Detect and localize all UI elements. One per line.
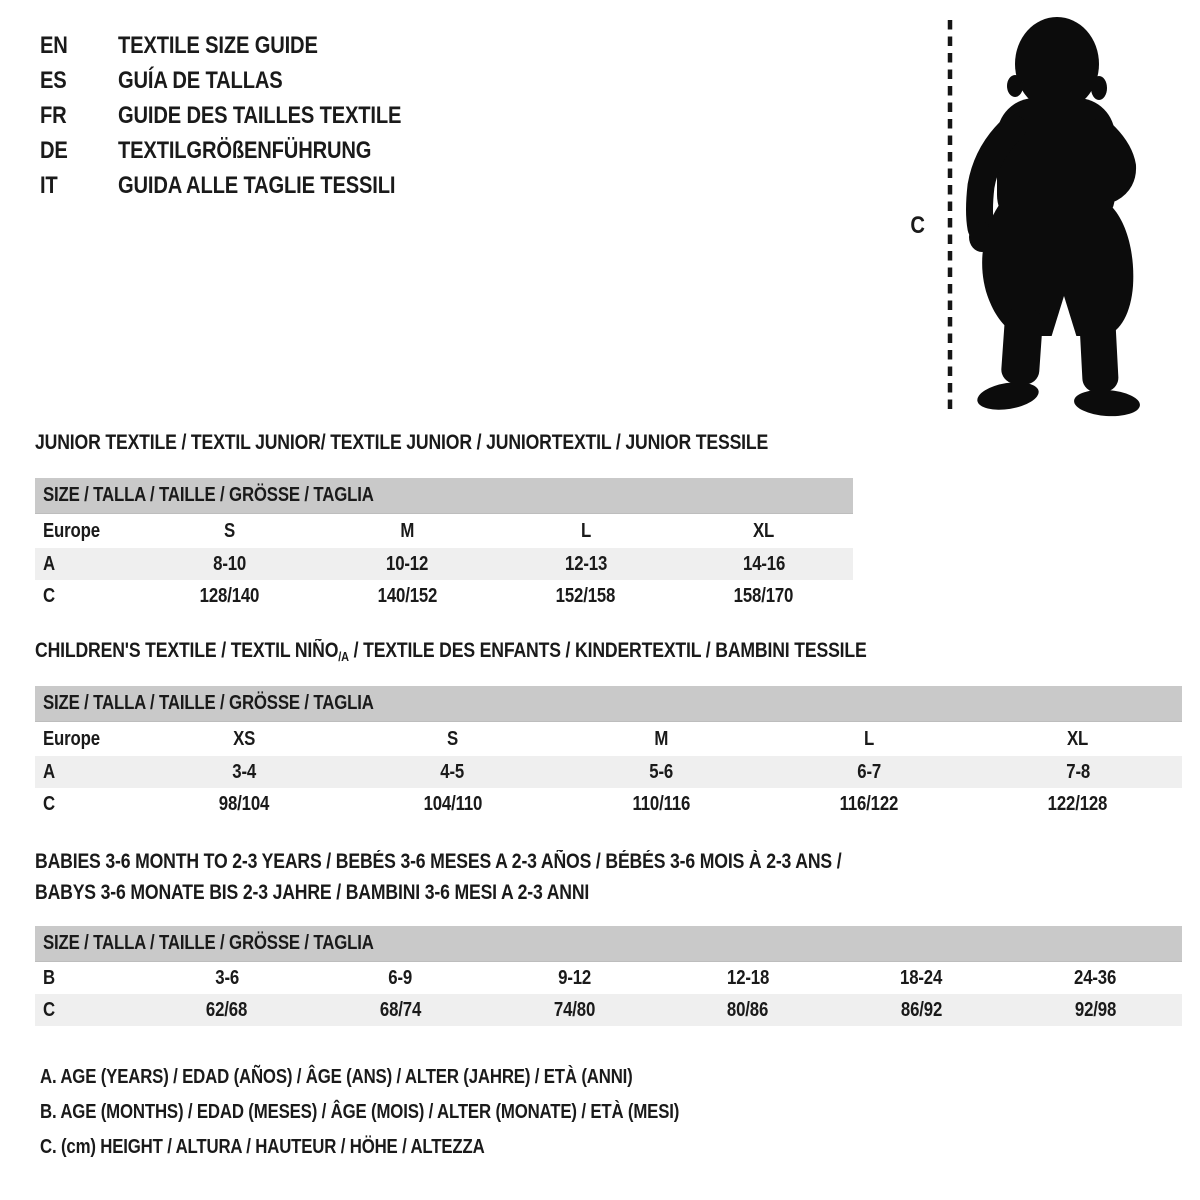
data-cell: 68/74 [379,998,422,1021]
toddler-silhouette-icon [935,0,1150,430]
data-cell: 9-12 [557,966,591,989]
junior-table-title: JUNIOR TEXTILE / TEXTIL JUNIOR/ TEXTILE JUNIOR / JUNIORTEXTIL / JUNIOR TESSILE [35,431,769,454]
region-label: Europe [43,727,100,750]
region-label: Europe [43,519,100,542]
size-header-band: SIZE / TALLA / TAILLE / GRÖSSE / TAGLIA [35,686,1182,722]
data-cell: 7-8 [1065,760,1090,783]
children-size-table [35,686,1182,820]
language-row-fr [40,98,455,133]
data-cell: 12-18 [726,966,769,989]
table-row-c [35,580,853,612]
data-cell: 122/128 [1048,792,1108,815]
data-cell: 140/152 [377,584,438,607]
legend-item-a: A. AGE (YEARS) / EDAD (AÑOS) / ÂGE (ANS) / ALTER (JAHRE) / ETÀ (ANNI) [40,1066,633,1088]
data-cell: 74/80 [553,998,595,1021]
table-row-a [35,756,1182,788]
col-header: L [864,727,875,750]
language-code: EN [40,31,68,59]
data-cell: 24-36 [1074,966,1117,989]
guide-title: TEXTILGRÖßENFÜHRUNG [118,136,372,164]
column-header-row [35,722,1182,756]
data-cell: 110/116 [632,792,690,815]
language-row-it [40,168,455,203]
data-cell: 8-10 [212,552,246,575]
data-cell: 12-13 [564,552,607,575]
data-cell: 3-4 [232,760,257,783]
language-code: IT [40,171,58,199]
col-header: XL [753,519,775,542]
height-measure-label: C [910,212,926,239]
data-cell: 3-6 [214,966,239,989]
language-row-en [40,28,455,63]
language-code: FR [40,101,67,129]
table-row-c [35,994,1182,1026]
data-cell: 116/122 [840,792,899,815]
guide-title: GUIDE DES TAILLES TEXTILE [118,101,402,129]
babies-size-table [35,926,1182,1026]
legend-item-b: B. AGE (MONTHS) / EDAD (MESES) / ÂGE (MOIS) / ALTER (MONATE) / ETÀ (MESI) [40,1101,680,1123]
language-row-es [40,63,455,98]
table-row-b [35,962,1182,994]
toddler-figure [910,0,1150,430]
data-cell: 128/140 [199,584,259,607]
col-header: S [447,727,459,750]
data-cell: 104/110 [423,792,482,815]
size-header-band: SIZE / TALLA / TAILLE / GRÖSSE / TAGLIA [35,478,853,514]
guide-title: TEXTILE SIZE GUIDE [118,31,318,59]
data-cell: 6-7 [857,760,882,783]
babies-table-title: BABIES 3-6 MONTH TO 2-3 YEARS / BEBÉS 3-6 MESES A 2-3 AÑOS / BÉBÉS 3-6 MOIS À 2-3 ANS / BABYS 3-6 MONATE BIS 2-3 JAHRE / BAMBINI 3-6 MESI A 2-3 ANNI [35,850,842,904]
row-label: C [43,792,55,815]
language-code: ES [40,66,67,94]
table-row-a [35,548,853,580]
data-cell: 158/170 [734,584,794,607]
data-cell: 18-24 [900,966,943,989]
row-label: A [43,552,55,575]
measurement-legend [40,1060,801,1165]
language-row-de [40,133,455,168]
data-cell: 92/98 [1074,998,1116,1021]
data-cell: 86/92 [900,998,943,1021]
data-cell: 4-5 [440,760,465,783]
col-header: M [400,519,415,542]
row-label: B [43,966,55,989]
junior-size-table [35,478,853,612]
nino-a-subscript: /A [338,649,349,664]
column-header-row [35,514,853,548]
children-table-title: CHILDREN'S TEXTILE / TEXTIL NIÑO/A / TEXTILE DES ENFANTS / KINDERTEXTIL / BAMBINI TESSILE [35,639,867,664]
table-row-c [35,788,1182,820]
size-header-band: SIZE / TALLA / TAILLE / GRÖSSE / TAGLIA [35,926,1182,962]
row-label: C [43,998,55,1021]
data-cell: 10-12 [386,552,429,575]
language-title-list [40,28,455,203]
data-cell: 62/68 [206,998,248,1021]
row-label: A [43,760,55,783]
guide-title: GUIDA ALLE TAGLIE TESSILI [118,171,396,199]
data-cell: 6-9 [388,966,413,989]
data-cell: 152/158 [555,584,616,607]
guide-title: GUÍA DE TALLAS [118,66,283,94]
legend-item-c: C. (cm) HEIGHT / ALTURA / HAUTEUR / HÖHE / ALTEZZA [40,1136,485,1158]
col-header: L [580,519,591,542]
data-cell: 5-6 [649,760,673,783]
col-header: XS [233,727,256,750]
data-cell: 98/104 [219,792,270,815]
col-header: XL [1067,727,1089,750]
col-header: S [223,519,235,542]
language-code: DE [40,136,68,164]
data-cell: 80/86 [727,998,769,1021]
row-label: C [43,584,55,607]
col-header: M [654,727,668,750]
data-cell: 14-16 [742,552,785,575]
